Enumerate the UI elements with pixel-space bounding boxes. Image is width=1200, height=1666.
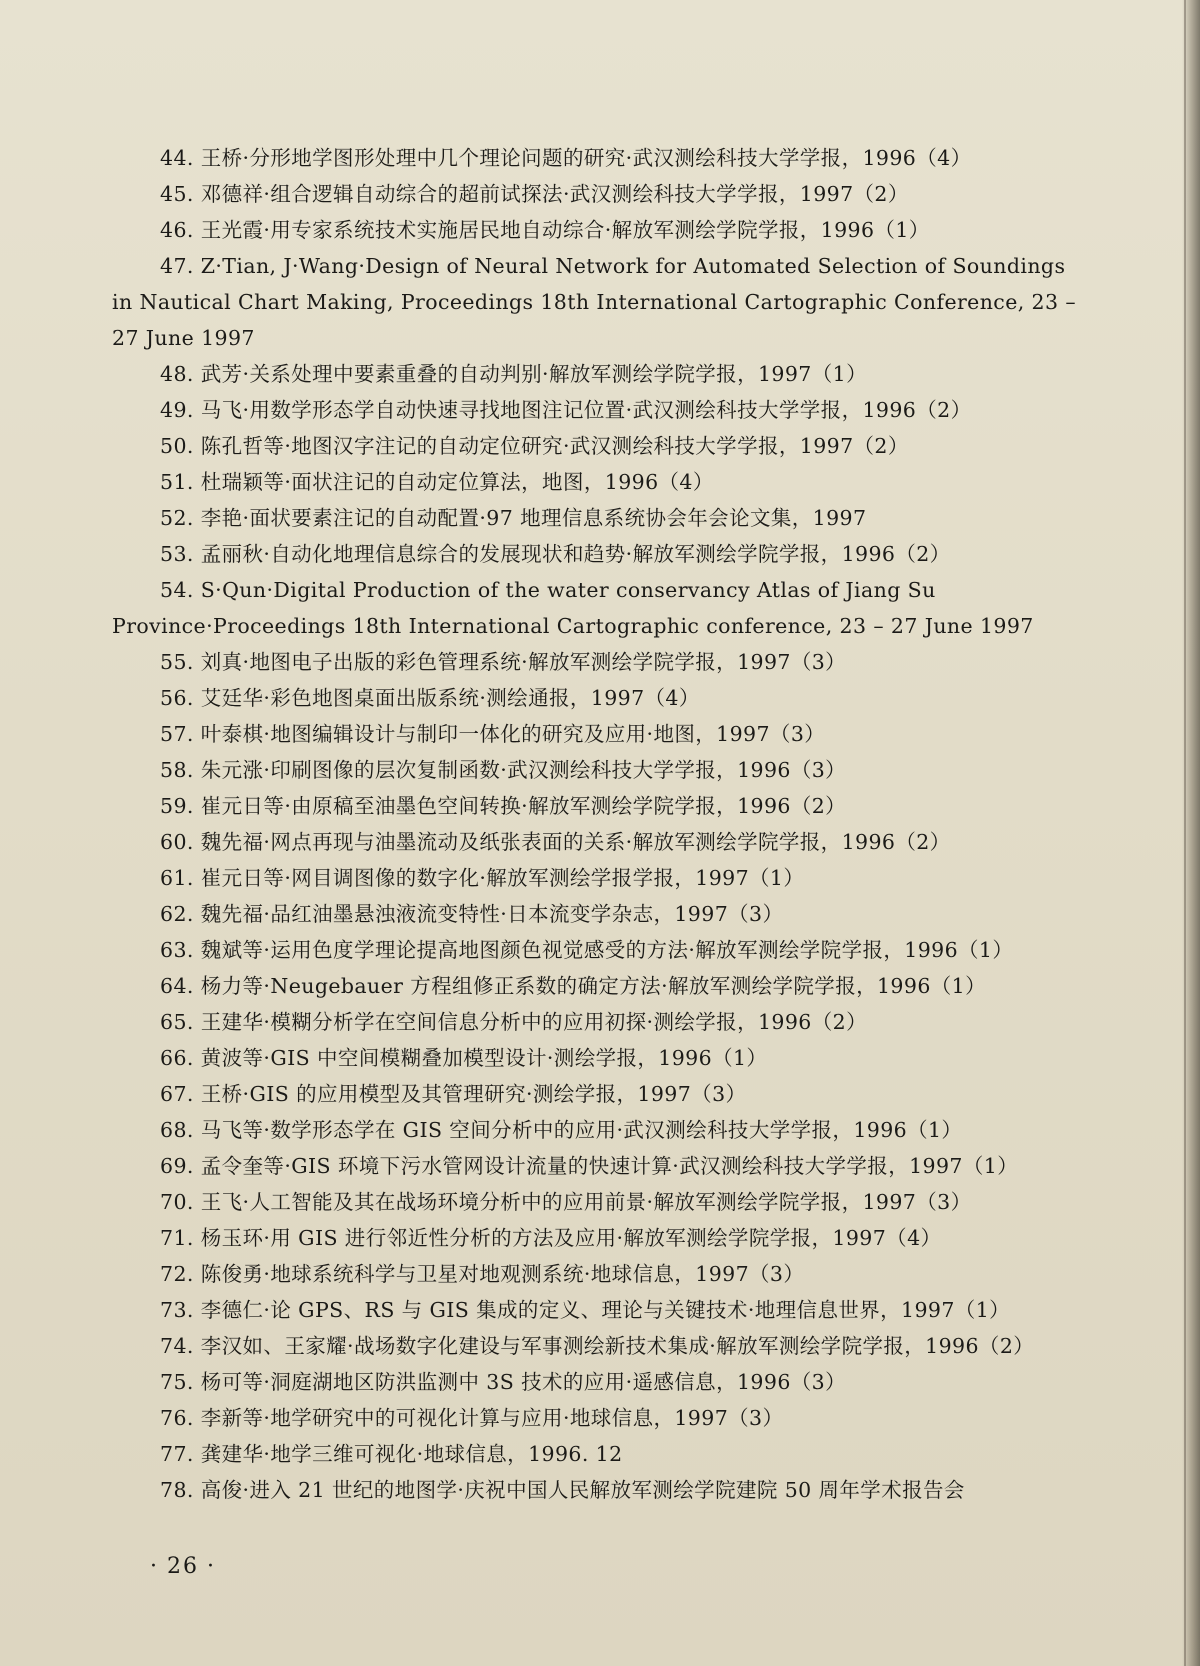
reference-text: 崔元日等·由原稿至油墨色空间转换·解放军测绘学院学报，1996（2）	[200, 794, 847, 818]
reference-number: 77.	[160, 1442, 194, 1466]
reference-number: 44.	[160, 146, 194, 170]
reference-entry	[112, 212, 1080, 248]
reference-number: 46.	[160, 218, 194, 242]
reference-entry	[112, 932, 1080, 968]
reference-number: 74.	[160, 1334, 194, 1358]
reference-entry	[112, 140, 1080, 176]
reference-number: 71.	[160, 1226, 194, 1250]
reference-number: 55.	[160, 650, 194, 674]
reference-number: 58.	[160, 758, 194, 782]
reference-entry	[112, 1004, 1080, 1040]
reference-text: 孟丽秋·自动化地理信息综合的发展现状和趋势·解放军测绘学院学报，1996（2）	[200, 542, 951, 566]
reference-number: 53.	[160, 542, 194, 566]
reference-entry	[112, 1400, 1080, 1436]
reference-number: 65.	[160, 1010, 194, 1034]
reference-text: 王光霞·用专家系统技术实施居民地自动综合·解放军测绘学院学报，1996（1）	[200, 218, 930, 242]
reference-entry	[112, 788, 1080, 824]
reference-entry	[112, 896, 1080, 932]
reference-entry	[112, 824, 1080, 860]
reference-number: 51.	[160, 470, 194, 494]
reference-text: 邓德祥·组合逻辑自动综合的超前试探法·武汉测绘科技大学学报，1997（2）	[200, 182, 909, 206]
reference-entry	[112, 860, 1080, 896]
page-number-dot-right: ·	[207, 1554, 216, 1579]
reference-number: 64.	[160, 974, 194, 998]
reference-entry	[112, 680, 1080, 716]
reference-number: 72.	[160, 1262, 194, 1286]
reference-number: 59.	[160, 794, 194, 818]
reference-text: 杨力等·Neugebauer 方程组修正系数的确定方法·解放军测绘学院学报，1996（1）	[200, 974, 987, 998]
reference-entry	[112, 356, 1080, 392]
reference-entry	[112, 752, 1080, 788]
reference-number: 63.	[160, 938, 194, 962]
reference-entry	[112, 1040, 1080, 1076]
reference-entry	[112, 500, 1080, 536]
reference-entry	[112, 1148, 1080, 1184]
reference-text: 孟令奎等·GIS 环境下污水管网设计流量的快速计算·武汉测绘科技大学学报，1997（1）	[200, 1154, 1019, 1178]
reference-entry	[112, 1112, 1080, 1148]
reference-number: 69.	[160, 1154, 194, 1178]
reference-entry	[112, 392, 1080, 428]
reference-number: 60.	[160, 830, 194, 854]
reference-entry	[112, 1436, 1080, 1472]
page-number-value: 26	[167, 1554, 199, 1579]
reference-text: 陈孔哲等·地图汉字注记的自动定位研究·武汉测绘科技大学学报，1997（2）	[200, 434, 909, 458]
reference-entry	[112, 572, 1080, 644]
reference-entry	[112, 1328, 1080, 1364]
reference-number: 61.	[160, 866, 194, 890]
reference-text: 杨玉环·用 GIS 进行邻近性分析的方法及应用·解放军测绘学院学报，1997（4）	[200, 1226, 942, 1250]
reference-number: 54.	[160, 578, 194, 602]
reference-number: 70.	[160, 1190, 194, 1214]
reference-number: 76.	[160, 1406, 194, 1430]
reference-text: 王桥·分形地学图形处理中几个理论问题的研究·武汉测绘科技大学学报，1996（4）	[200, 146, 972, 170]
reference-text: 魏先福·网点再现与油墨流动及纸张表面的关系·解放军测绘学院学报，1996（2）	[200, 830, 951, 854]
reference-text: 艾廷华·彩色地图桌面出版系统·测绘通报，1997（4）	[200, 686, 700, 710]
reference-text: 王飞·人工智能及其在战场环境分析中的应用前景·解放军测绘学院学报，1997（3）	[200, 1190, 972, 1214]
reference-entry	[112, 968, 1080, 1004]
reference-entry	[112, 1220, 1080, 1256]
reference-text: 李艳·面状要素注记的自动配置·97 地理信息系统协会年会论文集，1997	[200, 506, 867, 530]
reference-text: 黄波等·GIS 中空间模糊叠加模型设计·测绘学报，1996（1）	[200, 1046, 768, 1070]
reference-text: 崔元日等·网目调图像的数字化·解放军测绘学报学报，1997（1）	[200, 866, 805, 890]
reference-number: 49.	[160, 398, 194, 422]
reference-entry	[112, 176, 1080, 212]
reference-text: 李汉如、王家耀·战场数字化建设与军事测绘新技术集成·解放军测绘学院学报，1996（2）	[200, 1334, 1035, 1358]
reference-number: 52.	[160, 506, 194, 530]
page-edge-line	[1184, 0, 1186, 1666]
reference-number: 62.	[160, 902, 194, 926]
reference-text: 朱元涨·印刷图像的层次复制函数·武汉测绘科技大学学报，1996（3）	[200, 758, 847, 782]
reference-entry	[112, 1256, 1080, 1292]
reference-number: 50.	[160, 434, 194, 458]
reference-text: 杨可等·洞庭湖地区防洪监测中 3S 技术的应用·遥感信息，1996（3）	[200, 1370, 846, 1394]
reference-text: 魏先福·品红油墨悬浊液流变特性·日本流变学杂志，1997（3）	[200, 902, 784, 926]
reference-text: 王建华·模糊分析学在空间信息分析中的应用初探·测绘学报，1996（2）	[200, 1010, 867, 1034]
page-number-dot-left: ·	[150, 1554, 159, 1579]
reference-entry	[112, 428, 1080, 464]
reference-entry	[112, 1292, 1080, 1328]
reference-text: Z·Tian, J·Wang·Design of Neural Network for Automated Selection of Soundings in Nautical Chart Making, Proceedings 18th International Cartographic Conference, 23 – 27 June 1997	[112, 254, 1077, 350]
reference-number: 78.	[160, 1478, 194, 1502]
reference-entry	[112, 1364, 1080, 1400]
reference-entry	[112, 1184, 1080, 1220]
reference-text: 李新等·地学研究中的可视化计算与应用·地球信息，1997（3）	[200, 1406, 784, 1430]
reference-entry	[112, 1076, 1080, 1112]
reference-number: 45.	[160, 182, 194, 206]
reference-number: 57.	[160, 722, 194, 746]
reference-entry	[112, 716, 1080, 752]
reference-number: 68.	[160, 1118, 194, 1142]
reference-text: 陈俊勇·地球系统科学与卫星对地观测系统·地球信息，1997（3）	[200, 1262, 805, 1286]
reference-entry	[112, 644, 1080, 680]
reference-entry	[112, 248, 1080, 356]
reference-number: 47.	[160, 254, 194, 278]
reference-text: 魏斌等·运用色度学理论提高地图颜色视觉感受的方法·解放军测绘学院学报，1996（1）	[200, 938, 1014, 962]
reference-entry	[112, 464, 1080, 500]
reference-text: 武芳·关系处理中要素重叠的自动判别·解放军测绘学院学报，1997（1）	[200, 362, 867, 386]
page-number	[142, 1554, 224, 1579]
reference-number: 56.	[160, 686, 194, 710]
reference-text: 马飞等·数学形态学在 GIS 空间分析中的应用·武汉测绘科技大学学报，1996（1）	[200, 1118, 963, 1142]
reference-number: 66.	[160, 1046, 194, 1070]
reference-entry	[112, 1472, 1080, 1508]
reference-entry	[112, 536, 1080, 572]
reference-text: 杜瑞颖等·面状注记的自动定位算法，地图，1996（4）	[200, 470, 714, 494]
reference-text: 王桥·GIS 的应用模型及其管理研究·测绘学报，1997（3）	[200, 1082, 747, 1106]
reference-text: 高俊·进入 21 世纪的地图学·庆祝中国人民解放军测绘学院建院 50 周年学术报告会	[200, 1478, 965, 1502]
reference-list	[112, 140, 1080, 1508]
reference-text: 李德仁·论 GPS、RS 与 GIS 集成的定义、理论与关键技术·地理信息世界，1997（1）	[200, 1298, 1011, 1322]
reference-number: 73.	[160, 1298, 194, 1322]
reference-number: 67.	[160, 1082, 194, 1106]
reference-number: 75.	[160, 1370, 194, 1394]
reference-text: 叶泰棋·地图编辑设计与制印一体化的研究及应用·地图，1997（3）	[200, 722, 826, 746]
reference-number: 48.	[160, 362, 194, 386]
reference-text: 龚建华·地学三维可视化·地球信息，1996. 12	[200, 1442, 623, 1466]
reference-text: 刘真·地图电子出版的彩色管理系统·解放军测绘学院学报，1997（3）	[200, 650, 847, 674]
reference-text: 马飞·用数学形态学自动快速寻找地图注记位置·武汉测绘科技大学学报，1996（2）	[200, 398, 972, 422]
reference-text: S·Qun·Digital Production of the water conservancy Atlas of Jiang Su Province·Proceedings 18th International Cartographic conference, 23 – 27 June 1997	[112, 578, 1034, 638]
